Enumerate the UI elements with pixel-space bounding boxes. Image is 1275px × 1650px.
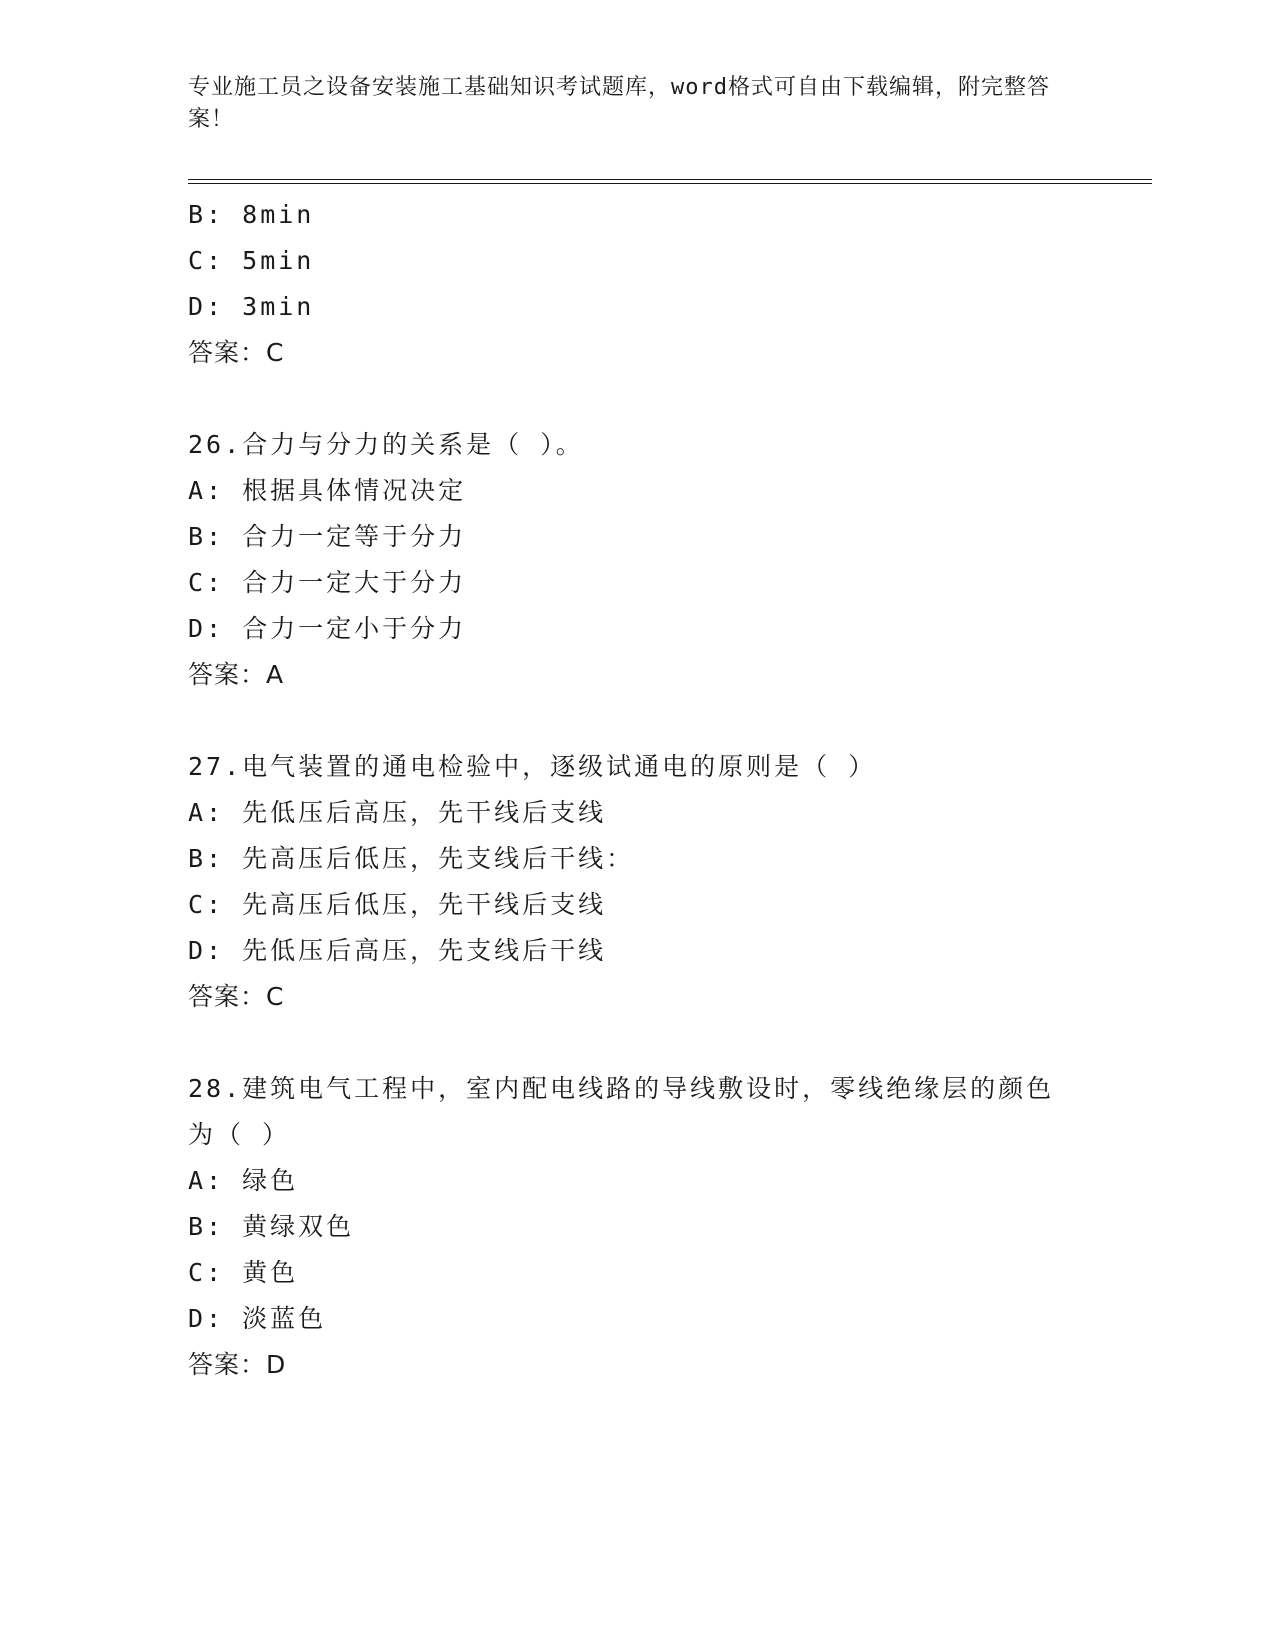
option-a: A: 根据具体情况决定 bbox=[188, 476, 467, 505]
answer: 答案：C bbox=[188, 338, 285, 367]
option-c: C: 5min bbox=[188, 246, 315, 275]
option-d: D: 先低压后高压，先支线后干线 bbox=[188, 936, 607, 965]
question-26 bbox=[188, 422, 1088, 698]
option-c: C: 合力一定大于分力 bbox=[188, 568, 467, 597]
header-divider-bottom bbox=[188, 183, 1152, 184]
question-list bbox=[188, 192, 1088, 1388]
option-d: D: 淡蓝色 bbox=[188, 1304, 327, 1333]
option-b: B: 先高压后低压，先支线后干线： bbox=[188, 844, 635, 873]
header-divider-top bbox=[188, 179, 1152, 180]
page-header: 专业施工员之设备安装施工基础知识考试题库，word格式可自由下载编辑，附完整答案！ bbox=[188, 75, 1050, 132]
option-a: A: 先低压后高压，先干线后支线 bbox=[188, 798, 607, 827]
answer: 答案：C bbox=[188, 982, 285, 1011]
option-d: D: 3min bbox=[188, 292, 315, 321]
question-stem: 27.电气装置的通电检验中，逐级试通电的原则是（ ） bbox=[188, 752, 877, 781]
question-27 bbox=[188, 744, 1088, 1020]
option-b: B: 黄绿双色 bbox=[188, 1212, 355, 1241]
option-d: D: 合力一定小于分力 bbox=[188, 614, 467, 643]
answer: 答案：A bbox=[188, 660, 285, 689]
question-stem: 26.合力与分力的关系是（ ）。 bbox=[188, 430, 584, 459]
continued-question bbox=[188, 192, 1088, 376]
question-stem: 28.建筑电气工程中，室内配电线路的导线敷设时，零线绝缘层的颜色为（ ） bbox=[188, 1074, 1055, 1149]
question-28 bbox=[188, 1066, 1088, 1388]
option-b: B: 合力一定等于分力 bbox=[188, 522, 467, 551]
answer: 答案：D bbox=[188, 1350, 287, 1379]
option-a: A: 绿色 bbox=[188, 1166, 299, 1195]
option-b: B: 8min bbox=[188, 200, 315, 229]
option-c: C: 先高压后低压，先干线后支线 bbox=[188, 890, 607, 919]
option-c: C: 黄色 bbox=[188, 1258, 299, 1287]
